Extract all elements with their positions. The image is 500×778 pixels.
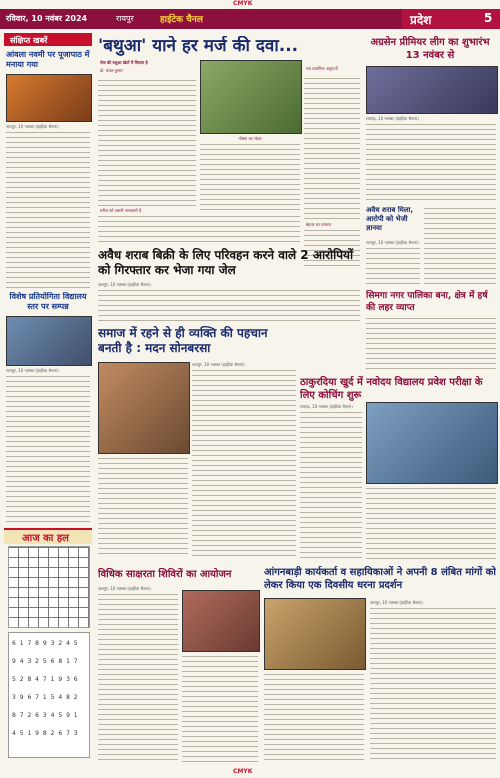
lead-body-col1 bbox=[98, 78, 196, 206]
sudoku-row: 4 5 1 9 8 2 6 7 3 bbox=[12, 730, 79, 737]
navodaya-body-col2 bbox=[366, 486, 496, 560]
cricket-headline: अग्रसेन प्रीमियर लीग का शुभारंभ 13 नवंबर से bbox=[370, 37, 490, 61]
sidebar-title: संक्षिप्त खबरें bbox=[10, 36, 48, 45]
crossword-grid bbox=[8, 546, 90, 628]
sudoku-row: 3 9 6 7 1 5 4 8 2 bbox=[12, 694, 79, 701]
sidebar-story2-dateline: जशपुर, 10 नवम्बर (हाईटेक चैनल)। bbox=[6, 368, 60, 373]
lead-body-col2 bbox=[304, 76, 360, 220]
society-body bbox=[192, 368, 296, 558]
lead-body-col3 bbox=[200, 142, 300, 210]
legal-body-col2 bbox=[182, 654, 258, 762]
liquor-body bbox=[98, 288, 360, 322]
header-date: रविवार, 10 नवंबर 2024 bbox=[6, 14, 88, 23]
lead-body-row bbox=[98, 214, 300, 244]
anganwadi-dateline: जशपुर, 10 नवम्बर (हाईटेक चैनल)। bbox=[370, 600, 424, 605]
header-brand: हाईटेक चैनल bbox=[160, 15, 203, 25]
municipal-body bbox=[366, 316, 496, 370]
header-section: प्रदेश bbox=[410, 13, 432, 27]
society-body-col2 bbox=[98, 456, 188, 558]
liquor-headline: अवैध शराब बिक्री के लिए परिवहन करने वाले 2 आरोपियों को गिरफ्तार कर भेजा गया जेल bbox=[98, 248, 354, 277]
anganwadi-body-col2 bbox=[264, 672, 364, 762]
header-city: रायपुर bbox=[116, 14, 134, 23]
sudoku-row: 9 4 3 2 5 6 8 1 7 bbox=[12, 658, 79, 665]
page-number: 5 bbox=[484, 11, 493, 25]
navodaya-headline: ठाकुरदिया खुर्द में नवोदय विद्यालय प्रवेश परीक्षा के लिए कोचिंग शुरू bbox=[300, 377, 483, 401]
anganwadi-headline: आंगनबाड़ी कार्यकर्ता व सहायिकाओं ने अपनी 8 लंबित मांगों को लेकर किया एक दिवसीय धरना प्रदर्शन bbox=[264, 567, 496, 591]
cricket-dateline: रायगढ़, 10 नवम्बर (हाईटेक चैनल)। bbox=[366, 116, 419, 121]
sudoku-row: 5 2 8 4 7 1 9 3 6 bbox=[12, 676, 79, 683]
navodaya-photo bbox=[366, 402, 498, 484]
anganwadi-body bbox=[370, 606, 496, 762]
sidebar-story1-body bbox=[6, 130, 90, 290]
sudoku-row: 8 7 2 6 3 4 5 9 1 bbox=[12, 712, 79, 719]
lead-headline: 'बथुआ' याने हर मर्ज की दवा... bbox=[98, 36, 299, 56]
cricket-body-col2 bbox=[424, 206, 496, 286]
cricket-body bbox=[366, 122, 496, 202]
sidebar-story2-body bbox=[6, 374, 90, 524]
society-photo bbox=[98, 362, 190, 454]
top-color-tag: CMYK bbox=[233, 0, 253, 7]
legal-dateline: जशपुर, 10 नवम्बर (हाईटेक चैनल)। bbox=[98, 586, 152, 591]
lead-subhead-low: मरीज को जरूरी जानकारी दें bbox=[100, 208, 142, 213]
society-dateline: जशपुर, 10 नवम्बर (हाईटेक चैनल)। bbox=[192, 362, 246, 367]
municipal-headline: सिमगा नगर पालिका बना, क्षेत्र में हर्ष की लहर व्याप्त bbox=[366, 291, 488, 313]
legal-photo bbox=[182, 590, 260, 652]
anganwadi-photo bbox=[264, 598, 366, 670]
puzzle-title: आज का हल bbox=[22, 533, 69, 544]
side-news-body bbox=[366, 246, 420, 286]
lead-subhead-mid2: बेहतर का परम्परा bbox=[306, 222, 332, 227]
liquor-dateline: जशपुर, 10 नवम्बर (हाईटेक चैनल)। bbox=[98, 282, 152, 287]
sidebar-story2-headline: विशेष प्रतियोगिता विद्यालय स्तर पर सम्पन्न bbox=[9, 292, 87, 311]
lead-subhead-small: पोषक का भंडार bbox=[238, 136, 262, 141]
lead-photo-bathua bbox=[200, 60, 302, 134]
sidebar-story1-dateline: जशपुर, 10 नवम्बर (हाईटेक चैनल)। bbox=[6, 124, 60, 129]
sidebar-story2-photo bbox=[6, 316, 92, 366]
society-headline: समाज में रहने से ही व्यक्ति की पहचान बनती है : मदन सोनबरसा bbox=[98, 326, 268, 355]
lead-subhead-left: डॉ. चंचल कुमार bbox=[100, 68, 123, 73]
sidebar-story1-photo bbox=[6, 74, 92, 122]
side-news-headline: अवैध शराब मिला, आरोपी को भेजी ज्ञानवा bbox=[366, 206, 414, 232]
legal-body bbox=[98, 592, 178, 762]
lead-subhead-mid: रात प्राथमिक अनुपातों bbox=[306, 66, 338, 71]
bottom-color-tag: CMYK bbox=[233, 768, 253, 775]
side-news-dateline: जशपुर, 10 नवम्बर (हाईटेक चैनल)। bbox=[366, 240, 420, 245]
cricket-photo bbox=[366, 66, 498, 114]
legal-headline: विधिक साक्षरता शिविरों का आयोजन bbox=[98, 569, 232, 580]
sidebar-story1-headline: आंवला नवमी पर पूजापाठ में मनाया गया bbox=[6, 50, 90, 69]
lead-caption: रोज की बथुआ खेतों में मिलता है bbox=[100, 60, 148, 65]
navodaya-body bbox=[300, 410, 362, 560]
navodaya-dateline: रायगढ़, 10 नवम्बर (हाईटेक चैनल)। bbox=[300, 404, 353, 409]
sudoku-row: 6 1 7 8 9 3 2 4 5 bbox=[12, 640, 79, 647]
